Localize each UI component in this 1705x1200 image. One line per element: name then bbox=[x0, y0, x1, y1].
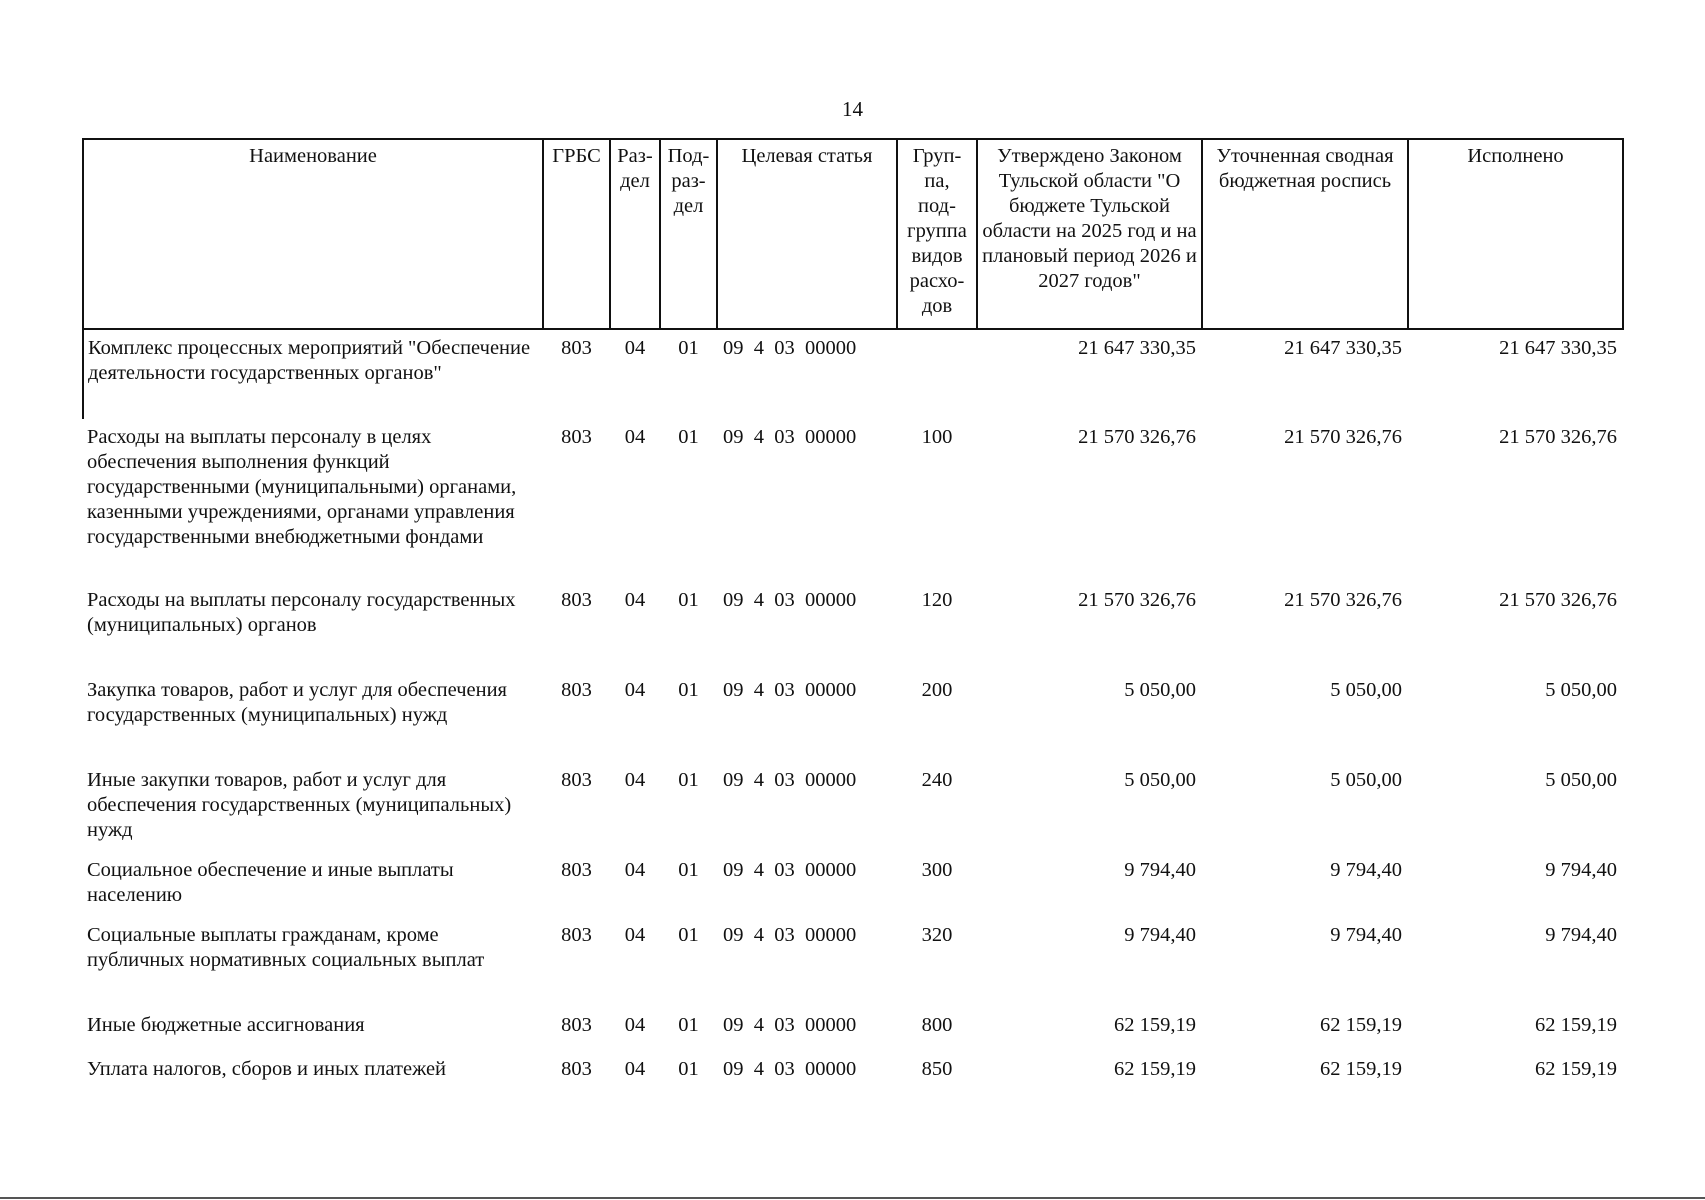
row-refined: 9 794,40 bbox=[1330, 859, 1402, 881]
row-approved: 5 050,00 bbox=[1124, 769, 1196, 791]
row-razdel: 04 bbox=[624, 924, 646, 946]
table-row bbox=[83, 1051, 1623, 1091]
row-approved: 21 570 326,76 bbox=[1078, 589, 1196, 611]
header-name: Наименование bbox=[83, 139, 543, 329]
row-group: 850 bbox=[921, 1058, 953, 1080]
row-podrazdel: 01 bbox=[678, 589, 699, 611]
header-podrazdel: Под- раз- дел bbox=[660, 139, 717, 329]
row-approved: 21 647 330,35 bbox=[1078, 337, 1196, 359]
header-approved: Утверждено Законом Тульской области "О бюджете Тульской области на 2025 год и на плановый период 2026 и 2027 годов" bbox=[977, 139, 1202, 329]
row-executed: 62 159,19 bbox=[1535, 1058, 1617, 1080]
table-row bbox=[83, 762, 1623, 852]
row-executed: 9 794,40 bbox=[1545, 924, 1617, 946]
row-group: 100 bbox=[921, 426, 953, 448]
row-refined: 21 570 326,76 bbox=[1284, 426, 1402, 448]
row-name: Иные бюджетные ассигнования bbox=[87, 1014, 365, 1036]
row-executed: 5 050,00 bbox=[1545, 679, 1617, 701]
row-grbs: 803 bbox=[561, 679, 592, 701]
row-grbs: 803 bbox=[561, 769, 592, 791]
table-row bbox=[83, 1007, 1623, 1051]
row-razdel: 04 bbox=[624, 1058, 646, 1080]
row-group: 320 bbox=[921, 924, 953, 946]
row-name: Иные закупки товаров, работ и услуг для обеспечения государственных (муниципальных) нужд bbox=[87, 769, 512, 841]
table-row bbox=[83, 672, 1623, 762]
row-podrazdel: 01 bbox=[678, 426, 699, 448]
row-refined: 21 570 326,76 bbox=[1284, 589, 1402, 611]
row-grbs: 803 bbox=[561, 924, 592, 946]
row-group: 300 bbox=[921, 859, 953, 881]
row-target: 09 4 03 00000 bbox=[723, 589, 857, 611]
table-header bbox=[83, 139, 1623, 329]
row-name: Расходы на выплаты персоналу государственных (муниципальных) органов bbox=[87, 589, 516, 636]
row-podrazdel: 01 bbox=[678, 337, 699, 359]
row-podrazdel: 01 bbox=[678, 679, 699, 701]
row-podrazdel: 01 bbox=[678, 924, 699, 946]
row-target: 09 4 03 00000 bbox=[723, 924, 857, 946]
row-refined: 62 159,19 bbox=[1320, 1014, 1402, 1036]
row-razdel: 04 bbox=[624, 589, 646, 611]
row-executed: 9 794,40 bbox=[1545, 859, 1617, 881]
row-approved: 62 159,19 bbox=[1114, 1058, 1196, 1080]
row-refined: 9 794,40 bbox=[1330, 924, 1402, 946]
row-name: Социальное обеспечение и иные выплаты населению bbox=[87, 859, 454, 906]
row-grbs: 803 bbox=[561, 1058, 592, 1080]
row-approved: 5 050,00 bbox=[1124, 679, 1196, 701]
row-grbs: 803 bbox=[561, 1014, 592, 1036]
row-razdel: 04 bbox=[624, 426, 646, 448]
row-executed: 5 050,00 bbox=[1545, 769, 1617, 791]
page-bottom-edge bbox=[0, 1197, 1705, 1199]
row-target: 09 4 03 00000 bbox=[723, 769, 857, 791]
row-name: Закупка товаров, работ и услуг для обеспечения государственных (муниципальных) нужд bbox=[87, 679, 507, 726]
row-grbs: 803 bbox=[561, 337, 592, 359]
header-group: Груп- па, под- группа видов расхо- дов bbox=[897, 139, 977, 329]
row-approved: 62 159,19 bbox=[1114, 1014, 1196, 1036]
row-razdel: 04 bbox=[624, 1014, 646, 1036]
row-group: 120 bbox=[921, 589, 953, 611]
row-group: 800 bbox=[921, 1014, 953, 1036]
row-target: 09 4 03 00000 bbox=[723, 859, 857, 881]
row-group bbox=[897, 329, 977, 419]
header-target: Целевая статья bbox=[717, 139, 897, 329]
header-grbs: ГРБС bbox=[543, 139, 610, 329]
row-grbs: 803 bbox=[561, 426, 592, 448]
row-approved: 21 570 326,76 bbox=[1078, 426, 1196, 448]
row-refined: 5 050,00 bbox=[1330, 679, 1402, 701]
budget-execution-table bbox=[82, 138, 1624, 1091]
row-approved: 9 794,40 bbox=[1124, 859, 1196, 881]
row-podrazdel: 01 bbox=[678, 1058, 699, 1080]
row-approved: 9 794,40 bbox=[1124, 924, 1196, 946]
row-executed: 21 570 326,76 bbox=[1499, 426, 1617, 448]
table-row bbox=[83, 329, 1623, 419]
header-refined: Уточненная сводная бюджетная роспись bbox=[1202, 139, 1408, 329]
row-name: Уплата налогов, сборов и иных платежей bbox=[87, 1058, 447, 1080]
row-podrazdel: 01 bbox=[678, 769, 699, 791]
table-row bbox=[83, 852, 1623, 917]
row-grbs: 803 bbox=[561, 859, 592, 881]
row-target: 09 4 03 00000 bbox=[723, 679, 857, 701]
row-razdel: 04 bbox=[624, 859, 646, 881]
table-body bbox=[83, 329, 1623, 1091]
row-target: 09 4 03 00000 bbox=[723, 1014, 857, 1036]
row-name: Социальные выплаты гражданам, кроме публичных нормативных социальных выплат bbox=[87, 924, 485, 971]
row-target: 09 4 03 00000 bbox=[723, 1058, 857, 1080]
row-executed: 62 159,19 bbox=[1535, 1014, 1617, 1036]
row-refined: 5 050,00 bbox=[1330, 769, 1402, 791]
row-razdel: 04 bbox=[624, 769, 646, 791]
row-refined: 21 647 330,35 bbox=[1284, 337, 1402, 359]
row-razdel: 04 bbox=[624, 679, 646, 701]
row-group: 200 bbox=[921, 679, 953, 701]
row-executed: 21 570 326,76 bbox=[1499, 589, 1617, 611]
table-row bbox=[83, 419, 1623, 582]
row-name: Комплекс процессных мероприятий "Обеспечение деятельности государственных органов" bbox=[83, 329, 543, 419]
row-target: 09 4 03 00000 bbox=[723, 337, 857, 359]
row-razdel: 04 bbox=[624, 337, 646, 359]
table-row bbox=[83, 582, 1623, 672]
header-executed: Исполнено bbox=[1408, 139, 1623, 329]
row-podrazdel: 01 bbox=[678, 859, 699, 881]
row-target: 09 4 03 00000 bbox=[723, 426, 857, 448]
row-grbs: 803 bbox=[561, 589, 592, 611]
row-name: Расходы на выплаты персоналу в целях обеспечения выполнения функций государственными (муниципальными) органами, казенными учреждениями, органами управления государственными внебюджетными фондами bbox=[87, 426, 517, 548]
page-number: 14 bbox=[842, 97, 863, 121]
row-refined: 62 159,19 bbox=[1320, 1058, 1402, 1080]
row-podrazdel: 01 bbox=[678, 1014, 699, 1036]
row-executed: 21 647 330,35 bbox=[1499, 337, 1617, 359]
header-razdel: Раз- дел bbox=[610, 139, 660, 329]
row-group: 240 bbox=[921, 769, 953, 791]
table-row bbox=[83, 917, 1623, 1007]
